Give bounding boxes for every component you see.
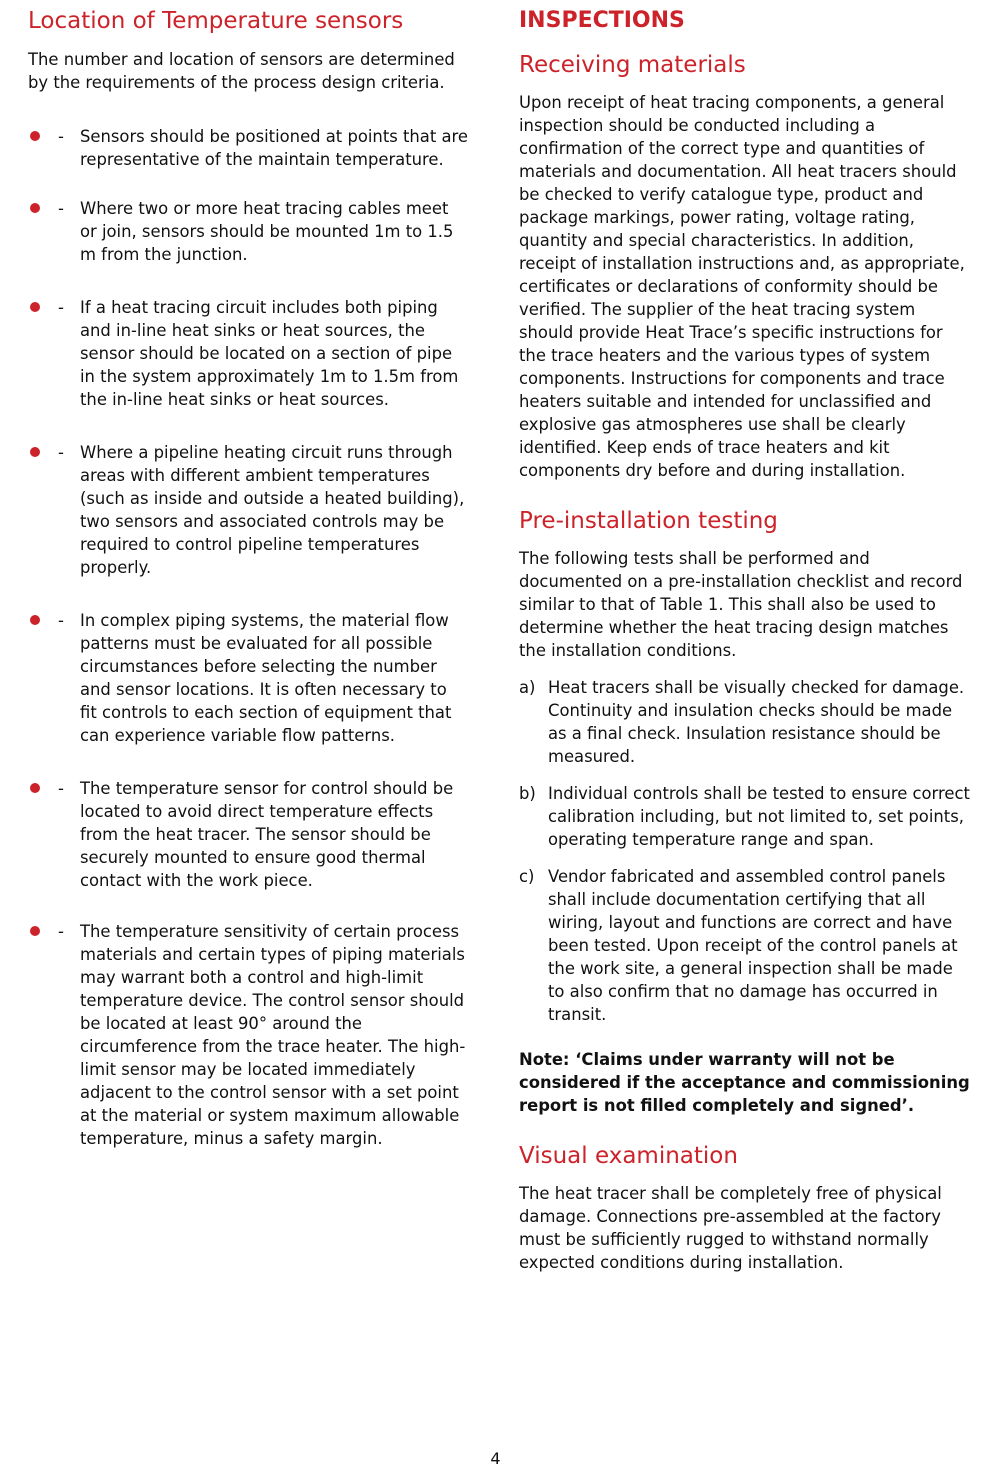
pre-installation-heading: Pre-installation testing (519, 508, 778, 534)
red-bullet-icon (30, 615, 40, 625)
left-column (28, 0, 468, 1176)
list-item (519, 676, 971, 768)
bullet-text: Sensors should be positioned at points that are representative of the maintain temperature. (80, 127, 468, 169)
list-item (28, 920, 468, 1150)
list-marker: c) (519, 867, 535, 886)
receiving-materials-paragraph: Upon receipt of heat tracing components, a general inspection should be conducted including a confirmation of the correct type and quantities of materials and documentation. All heat tracers should be checked to verify catalogue type, product and package markings, power rating, voltage rating, quantity and special characteristics. In addition, receipt of installation instructions and, as appropriate, certificates or declarations of conformity should be verified. The supplier of the heat tracing system should provide Heat Trace’s specific instructions for the trace heaters and the various types of system components. Instructions for components and trace heaters suitable and intended for unclassified and explosive gas atmospheres use shall be clearly identified. Keep ends of trace heaters and kit components dry before and during installation. (519, 93, 965, 480)
bullet-dash: - (58, 443, 64, 462)
bullet-text: If a heat tracing circuit includes both piping and in-line heat sinks or heat sources, the sensor should be located on a section of pipe in the system approximately 1m to 1.5m from the in-line heat sinks or heat sources. (80, 298, 459, 409)
list-item (28, 609, 468, 747)
list-marker: a) (519, 678, 536, 697)
inspections-title: INSPECTIONS (519, 8, 685, 33)
red-bullet-icon (30, 926, 40, 936)
test-text: Individual controls shall be tested to ensure correct calibration including, but not limited to, set points, operating temperature range and span. (548, 784, 970, 849)
list-item (519, 865, 971, 1026)
list-item (519, 782, 971, 851)
bullet-dash: - (58, 127, 64, 146)
test-text: Heat tracers shall be visually checked for damage. Continuity and insulation checks should be made as a final check. Insulation resistance should be measured. (548, 678, 965, 766)
list-item (28, 197, 468, 266)
red-bullet-icon (30, 131, 40, 141)
pre-installation-tests-list (519, 676, 971, 1026)
bullet-text: Where two or more heat tracing cables meet or join, sensors should be mounted 1m to 1.5 m from the junction. (80, 199, 454, 264)
bullet-dash: - (58, 199, 64, 218)
visual-examination-paragraph: The heat tracer shall be completely free of physical damage. Connections pre-assembled at the factory must be sufficiently rugged to withstand normally expected conditions during installation. (519, 1184, 942, 1272)
list-item (28, 777, 468, 892)
receiving-materials-heading: Receiving materials (519, 52, 746, 78)
red-bullet-icon (30, 302, 40, 312)
bullet-text: Where a pipeline heating circuit runs through areas with different ambient temperatures (such as inside and outside a heated building), two sensors and associated controls may be required to control pipeline temperatures properly. (80, 443, 465, 577)
bullet-text: The temperature sensitivity of certain process materials and certain types of piping materials may warrant both a control and high-limit temperature device. The control sensor should be located at least 90° around the circumference from the trace heater. The high-limit sensor may be located immediately adjacent to the control sensor with a set point at the material or system maximum allowable temperature, minus a safety margin. (80, 922, 466, 1148)
page-number: 4 (490, 1449, 501, 1468)
bullet-dash: - (58, 611, 64, 630)
list-item (28, 296, 468, 411)
right-column (519, 0, 971, 1274)
visual-examination-heading: Visual examination (519, 1143, 738, 1169)
red-bullet-icon (30, 783, 40, 793)
test-text: Vendor fabricated and assembled control panels shall include documentation certifying that all wiring, layout and functions are correct and have been tested. Upon receipt of the control panels at the work site, a general inspection shall be made to also confirm that no damage has occurred in transit. (548, 867, 958, 1024)
sensor-intro-paragraph: The number and location of sensors are determined by the requirements of the process design criteria. (28, 50, 455, 92)
bullet-dash: - (58, 298, 64, 317)
red-bullet-icon (30, 203, 40, 213)
bullet-text: The temperature sensor for control should be located to avoid direct temperature effects from the heat tracer. The sensor should be securely mounted to ensure good thermal contact with the work piece. (80, 779, 454, 890)
list-item (28, 441, 468, 579)
sensor-guidelines-list (28, 125, 468, 1150)
warranty-note: Note: ‘Claims under warranty will not be considered if the acceptance and commissioning report is not filled completely and signed’. (519, 1050, 970, 1115)
bullet-dash: - (58, 922, 64, 941)
list-marker: b) (519, 784, 536, 803)
bullet-dash: - (58, 779, 64, 798)
sensor-location-heading: Location of Temperature sensors (28, 8, 404, 34)
red-bullet-icon (30, 447, 40, 457)
pre-installation-paragraph: The following tests shall be performed and documented on a pre-installation checklist and record similar to that of Table 1. This shall also be used to determine whether the heat tracing design matches the installation conditions. (519, 549, 963, 660)
bullet-text: In complex piping systems, the material flow patterns must be evaluated for all possible circumstances before selecting the number and sensor locations. It is often necessary to fit controls to each section of equipment that can experience variable flow patterns. (80, 611, 452, 745)
list-item (28, 125, 468, 171)
